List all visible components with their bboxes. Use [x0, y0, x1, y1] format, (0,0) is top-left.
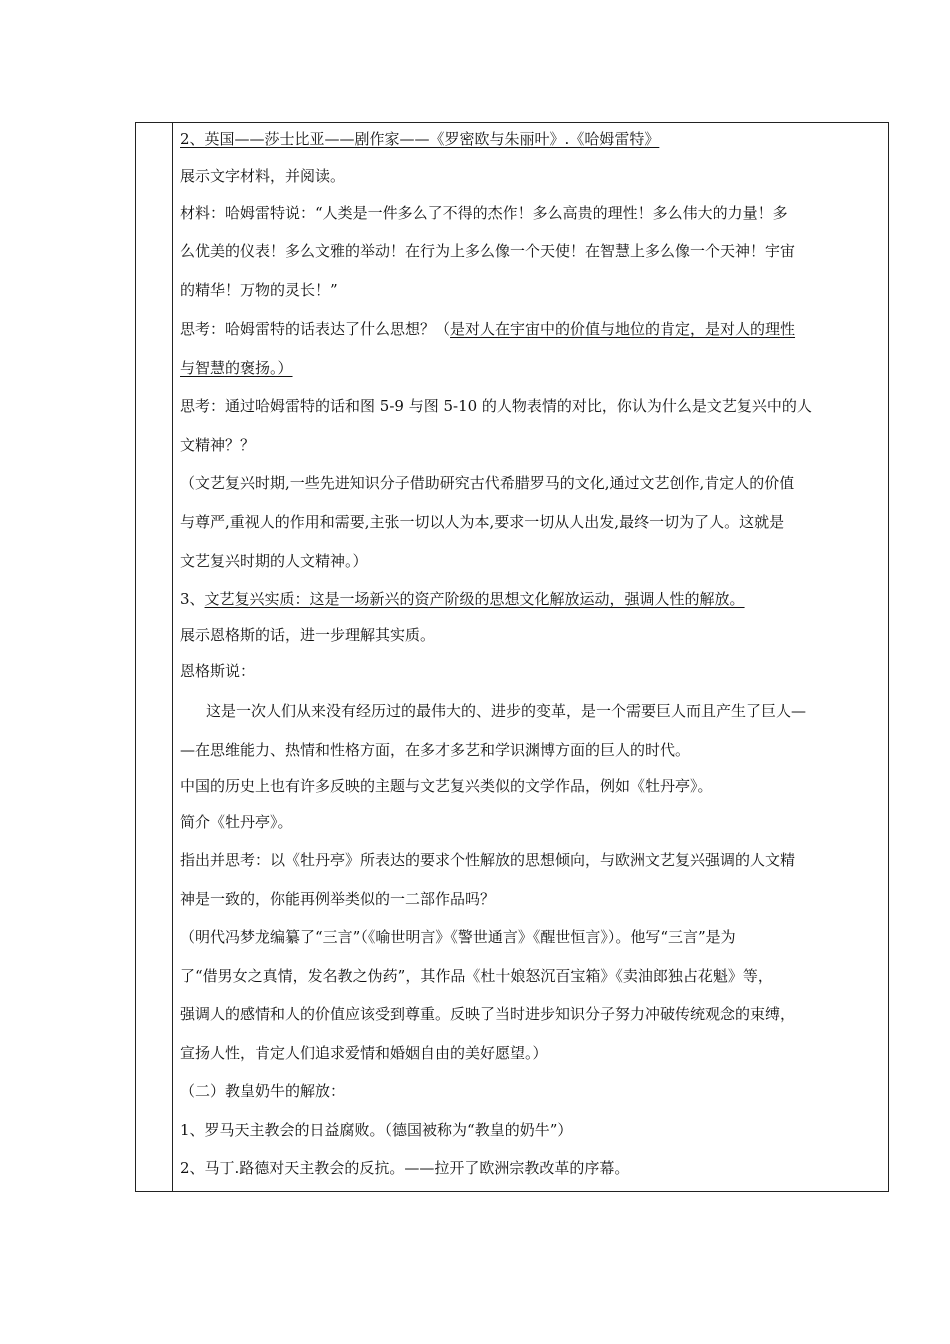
- text-line: 强调人的感情和人的价值应该受到尊重。反映了当时进步知识分子努力冲破传统观念的束缚，: [180, 1005, 796, 1023]
- text-line: 了“借男女之真情，发名教之伪药”，其作品《杜十娘怒沉百宝箱》《卖油郎独占花魁》等，: [180, 967, 773, 985]
- text-line: 恩格斯说：: [180, 662, 256, 680]
- text-line: 的精华！万物的灵长！”: [180, 281, 338, 299]
- text-line: 1、罗马天主教会的日益腐败。（德国被称为“教皇的奶牛”）: [180, 1121, 573, 1139]
- text-line: 展示文字材料，并阅读。: [180, 167, 346, 185]
- table-left-column: [136, 123, 173, 1191]
- key-point: 文艺复兴实质：这是一场新兴的资产阶级的思想文化解放运动，强调人性的解放。: [204, 590, 745, 608]
- text-line: 神是一致的，你能再例举类似的一二部作品吗？: [180, 890, 496, 908]
- text-line: [180, 589, 745, 609]
- text-line: 中国的历史上也有许多反映的主题与文艺复兴类似的文学作品，例如《牡丹亭》。: [180, 777, 713, 795]
- text-line: （明代冯梦龙编纂了“三言”（《喻世明言》《警世通言》《醒世恒言》）。他写“三言”是为: [180, 928, 736, 946]
- text-line: （文艺复兴时期,一些先进知识分子借助研究古代希腊罗马的文化,通过文艺创作,肯定人的价值: [180, 474, 795, 492]
- text-line: 材料：哈姆雷特说：“人类是一件多么了不得的杰作！多么高贵的理性！多么伟大的力量！多: [180, 204, 788, 222]
- item-number: 3、: [180, 590, 205, 608]
- text-line: 2、马丁.路德对天主教会的反抗。——拉开了欧洲宗教改革的序幕。: [180, 1159, 630, 1177]
- text-line: 与尊严,重视人的作用和需要,主张一切以人为本,要求一切从人出发,最终一切为了人。这就是: [180, 513, 785, 531]
- text-line: 展示恩格斯的话，进一步理解其实质。: [180, 626, 436, 644]
- text-line: 指出并思考：以《牡丹亭》所表达的要求个性解放的思想倾向，与欧洲文艺复兴强调的人文精: [180, 851, 796, 869]
- text-line: 简介《牡丹亭》。: [180, 813, 293, 831]
- text-line: 文精神？？: [180, 436, 256, 454]
- answer-text: 是对人在宇宙中的价值与地位的肯定，是对人的理性: [450, 320, 796, 338]
- text-line: 思考：通过哈姆雷特的话和图 5-9 与图 5-10 的人物表情的对比，你认为什么是文艺复兴中的人: [180, 397, 812, 415]
- lesson-table: [135, 122, 889, 1192]
- section-heading: （二）教皇奶牛的解放：: [180, 1082, 346, 1100]
- question-text: 思考：哈姆雷特的话表达了什么思想？（: [180, 320, 451, 338]
- quote-text: 这是一次人们从来没有经历过的最伟大的、进步的变革，是一个需要巨人而且产生了巨人—: [206, 702, 807, 720]
- text-line: 么优美的仪表！多么文雅的举动！在行为上多么像一个天使！在智慧上多么像一个天神！宇宙: [180, 242, 796, 260]
- text-line: 文艺复兴时期的人文精神。）: [180, 552, 368, 570]
- text-line: 宣扬人性，肯定人们追求爱情和婚姻自由的美好愿望。）: [180, 1044, 548, 1062]
- quote-text: —在思维能力、热情和性格方面，在多才多艺和学识渊博方面的巨人的时代。: [180, 741, 691, 759]
- text-line: [180, 319, 795, 339]
- answer-text: 与智慧的褒扬。）: [180, 359, 293, 377]
- text-line: 2、英国——莎士比亚——剧作家——《罗密欧与朱丽叶》.《哈姆雷特》: [180, 130, 660, 148]
